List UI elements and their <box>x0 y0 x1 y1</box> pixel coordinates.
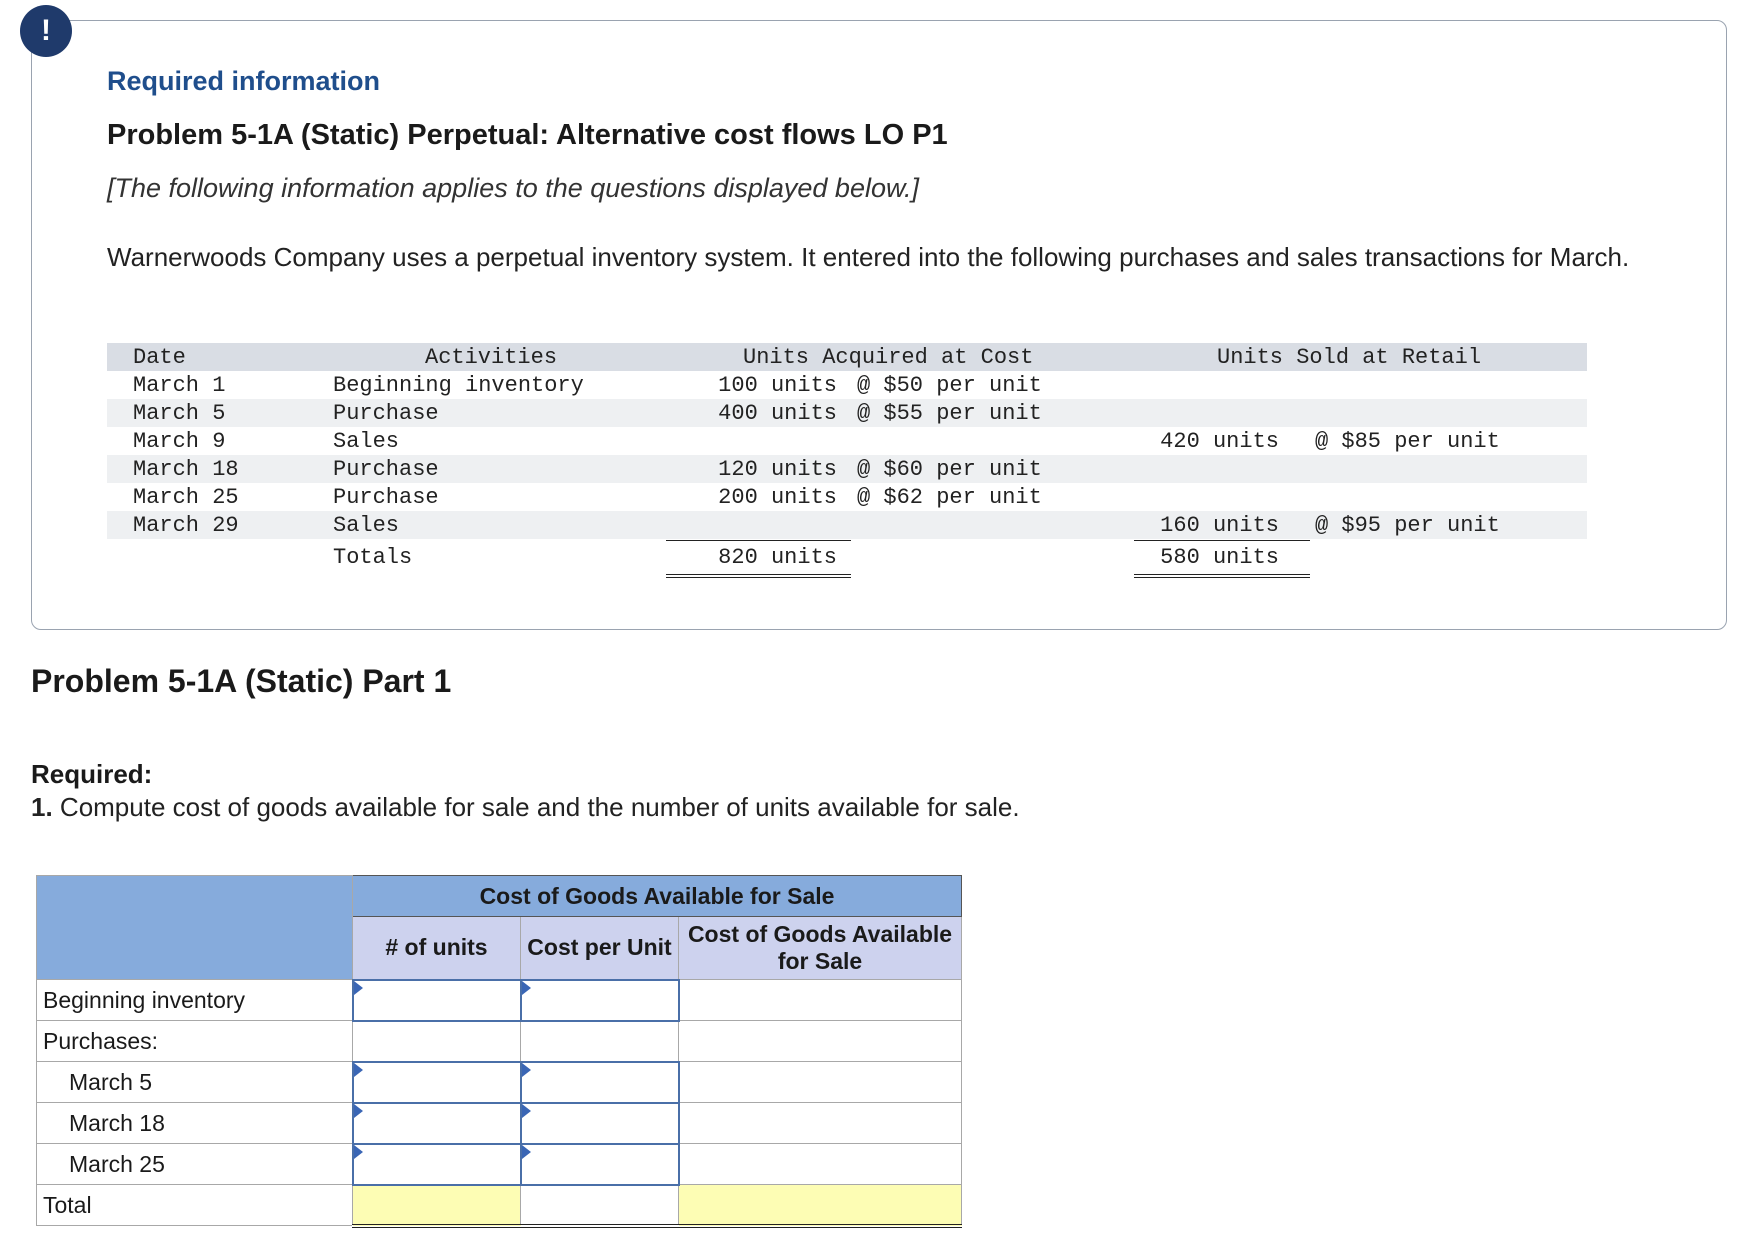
row-label-march25: March 25 <box>37 1144 353 1185</box>
acq-underline <box>666 540 851 541</box>
row-label-total: Total <box>37 1185 353 1226</box>
sold-double-underline <box>1134 574 1310 578</box>
requirement-text <box>31 792 1020 823</box>
ledger-sold-units: 420 units <box>1160 429 1279 454</box>
ledger-date: March 29 <box>133 513 239 538</box>
ledger-acq-cost: @ $50 per unit <box>857 373 1042 398</box>
march25-units-input[interactable] <box>353 1144 521 1185</box>
cogas-worksheet <box>36 875 962 1228</box>
row-label-march5: March 5 <box>37 1062 353 1103</box>
ledger-header-sold: Units Sold at Retail <box>1217 345 1482 370</box>
ledger-totals-row <box>107 539 1587 573</box>
problem-title: Problem 5-1A (Static) Perpetual: Alternative cost flows LO P1 <box>107 119 948 151</box>
worksheet-row-beginning <box>37 980 962 1021</box>
col-header-cost-per-unit: Cost per Unit <box>521 917 679 980</box>
ledger-header-acquired: Units Acquired at Cost <box>743 345 1034 370</box>
row-label-purchases: Purchases: <box>37 1021 353 1062</box>
worksheet-row-march18 <box>37 1103 962 1144</box>
ledger-acq-cost: @ $62 per unit <box>857 485 1042 510</box>
part-title: Problem 5-1A (Static) Part 1 <box>31 663 452 699</box>
march25-total-cell <box>679 1144 962 1185</box>
purchases-total-cell <box>679 1021 962 1062</box>
ledger-activity: Purchase <box>333 485 439 510</box>
col-header-units: # of units <box>353 917 521 980</box>
ledger-header-date: Date <box>133 345 186 370</box>
ledger-activity: Purchase <box>333 401 439 426</box>
ledger-acq-cost: @ $60 per unit <box>857 457 1042 482</box>
applies-note: [The following information applies to the questions displayed below.] <box>107 173 919 203</box>
worksheet-group-header: Cost of Goods Available for Sale <box>353 876 962 917</box>
worksheet-row-purchases <box>37 1021 962 1062</box>
ledger-date: March 9 <box>133 429 226 454</box>
ledger-activity: Sales <box>333 429 400 454</box>
ledger-row <box>107 483 1587 511</box>
purchases-cost-cell <box>521 1021 679 1062</box>
march5-total-cell <box>679 1062 962 1103</box>
ledger-activity: Beginning inventory <box>333 373 584 398</box>
march5-units-input[interactable] <box>353 1062 521 1103</box>
beginning-units-input[interactable] <box>353 980 521 1021</box>
required-info-heading: Required information <box>107 66 381 96</box>
ledger-totals-label: Totals <box>333 545 413 570</box>
total-cogas-field[interactable] <box>679 1185 962 1226</box>
ledger-acq-units: 100 units <box>718 373 837 398</box>
requirement-number: 1. <box>31 792 53 822</box>
total-cost-per-unit-cell <box>521 1185 679 1226</box>
ledger-row <box>107 371 1587 399</box>
march18-total-cell <box>679 1103 962 1144</box>
col-header-total-cost: Cost of Goods Available for Sale <box>679 917 962 980</box>
total-units-field[interactable] <box>353 1185 521 1226</box>
transactions-table <box>107 343 1587 573</box>
row-label-march18: March 18 <box>37 1103 353 1144</box>
row-label-beginning: Beginning inventory <box>37 980 353 1021</box>
ledger-row <box>107 427 1587 455</box>
march5-cost-input[interactable] <box>521 1062 679 1103</box>
ledger-date: March 25 <box>133 485 239 510</box>
ledger-row <box>107 455 1587 483</box>
ledger-acq-total: 820 units <box>718 545 837 570</box>
worksheet-row-march25 <box>37 1144 962 1185</box>
purchases-units-cell <box>353 1021 521 1062</box>
ledger-row <box>107 511 1587 539</box>
sold-underline <box>1134 540 1310 541</box>
ledger-sold-units: 160 units <box>1160 513 1279 538</box>
ledger-date: March 18 <box>133 457 239 482</box>
acq-double-underline <box>666 574 851 578</box>
beginning-total-cell <box>679 980 962 1021</box>
ledger-sold-price: @ $95 per unit <box>1315 513 1500 538</box>
ledger-date: March 1 <box>133 373 226 398</box>
worksheet-corner <box>37 876 353 980</box>
march25-cost-input[interactable] <box>521 1144 679 1185</box>
ledger-sold-total: 580 units <box>1160 545 1279 570</box>
required-label: Required: <box>31 759 153 789</box>
ledger-acq-units: 400 units <box>718 401 837 426</box>
march18-units-input[interactable] <box>353 1103 521 1144</box>
ledger-acq-units: 120 units <box>718 457 837 482</box>
ledger-activity: Sales <box>333 513 400 538</box>
ledger-activity: Purchase <box>333 457 439 482</box>
march18-cost-input[interactable] <box>521 1103 679 1144</box>
ledger-header-row <box>107 343 1587 371</box>
worksheet-row-march5 <box>37 1062 962 1103</box>
beginning-cost-input[interactable] <box>521 980 679 1021</box>
ledger-acq-cost: @ $55 per unit <box>857 401 1042 426</box>
worksheet-row-total <box>37 1185 962 1226</box>
ledger-header-activities: Activities <box>425 345 558 370</box>
ledger-date: March 5 <box>133 401 226 426</box>
ledger-acq-units: 200 units <box>718 485 837 510</box>
alert-icon: ! <box>20 5 72 57</box>
ledger-sold-price: @ $85 per unit <box>1315 429 1500 454</box>
intro-paragraph: Warnerwoods Company uses a perpetual inventory system. It entered into the following purchases and sales transactions for March. <box>107 242 1630 272</box>
requirement-body: Compute cost of goods available for sale and the number of units available for sale. <box>52 792 1020 822</box>
ledger-row <box>107 399 1587 427</box>
